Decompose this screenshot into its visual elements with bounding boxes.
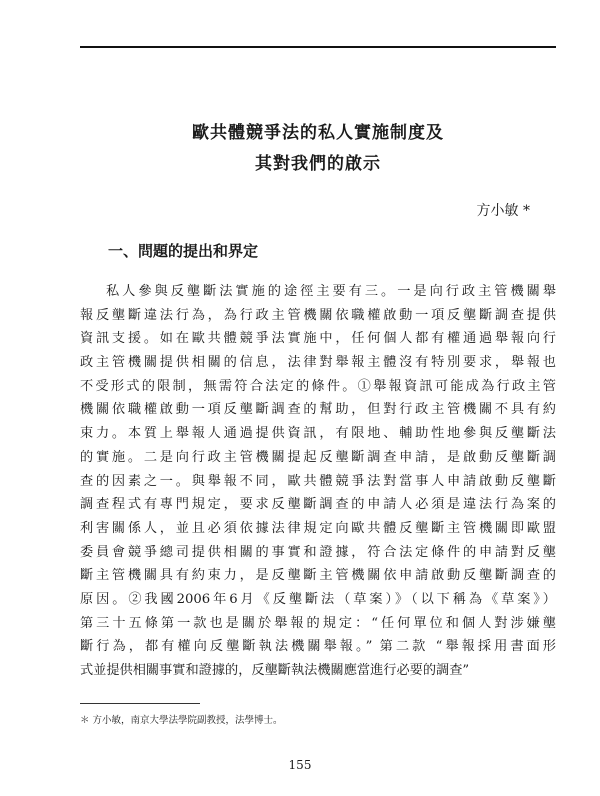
body-line: 不受形式的限制，無需符合法定的條件。①舉報資訊可能成為行政主管 xyxy=(80,378,556,394)
body-line: 報反壟斷違法行為，為行政主管機關依職權啟動一項反壟斷調查提供 xyxy=(80,307,556,323)
body-line: 束力。本質上舉報人通過提供資訊，有限地、輔助性地參與反壟斷法 xyxy=(80,426,556,442)
footnote-rule xyxy=(80,703,200,704)
body-line: 斷主管機關具有約束力，是反壟斷主管機關依申請啟動反壟斷調查的 xyxy=(80,568,556,584)
section-heading: 一、問題的提出和界定 xyxy=(108,242,259,260)
body-line: 政主管機關提供相關的信息，法律對舉報主體沒有特別要求，舉報也 xyxy=(80,355,556,371)
body-paragraph xyxy=(80,280,556,683)
body-line: 查的因素之一。與舉報不同，歐共體競爭法對當事人申請啟動反壟斷 xyxy=(80,473,556,489)
body-line: 委員會競爭總司提供相關的事實和證據，符合法定條件的申請對反壟 xyxy=(80,544,556,560)
body-line: 原因。②我國2006年6月《反壟斷法（草案）》（以下稱為《草案》） xyxy=(80,591,556,607)
body-line: 調查程式有專門規定，要求反壟斷調查的申請人必須是違法行為案的 xyxy=(80,497,556,513)
body-line: 的實施。二是向行政主管機關提起反壟斷調查申請，是啟動反壟斷調 xyxy=(80,449,556,465)
footnote: ＊ 方小敏，南京大學法學院副教授，法學博士。 xyxy=(80,715,283,726)
body-line: 資訊支援。如在歐共體競爭法實施中，任何個人都有權通過舉報向行 xyxy=(80,331,556,347)
body-line: 斷行為，都有權向反壟斷執法機關舉報。” 第二款 “舉報採用書面形 xyxy=(80,639,556,655)
body-line: 式並提供相關事實和證據的，反壟斷執法機關應當進行必要的調查” xyxy=(80,663,470,678)
body-line: 機關依職權啟動一項反壟斷調查的幫助，但對行政主管機關不具有約 xyxy=(80,402,556,418)
article-title-line-1: 歐共體競爭法的私人實施制度及 xyxy=(192,123,444,143)
page-number: 155 xyxy=(288,758,312,772)
body-line: 第三十五條第一款也是關於舉報的規定：“任何單位和個人對涉嫌壟 xyxy=(80,615,556,631)
body-line: 利害關係人，並且必須依據法律規定向歐共體反壟斷主管機關即歐盟 xyxy=(80,520,556,536)
author-name: 方小敏 * xyxy=(476,203,530,219)
body-line: 私人參與反壟斷法實施的途徑主要有三。一是向行政主管機關舉 xyxy=(106,284,556,299)
article-title-line-2: 其對我們的啟示 xyxy=(255,154,381,174)
header-rule xyxy=(80,46,556,48)
